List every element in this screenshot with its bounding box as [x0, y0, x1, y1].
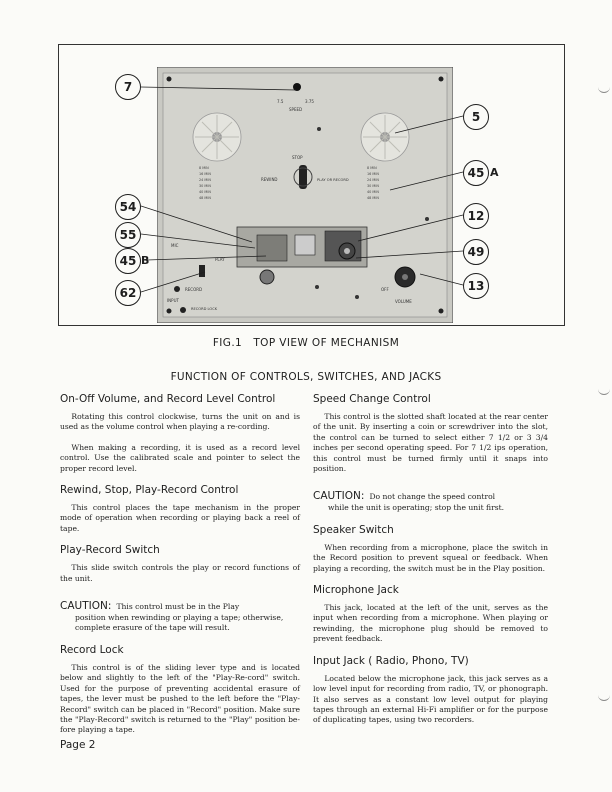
- callout-54: 54: [115, 194, 141, 220]
- callout-45a: 45: [463, 160, 489, 186]
- heading-mode-control: Rewind, Stop, Play-Record Control: [60, 484, 239, 497]
- heading-microphone-jack: Microphone Jack: [313, 584, 399, 597]
- heading-volume-control: On-Off Volume, and Record Level Control: [60, 393, 276, 405]
- record-lock-label: RECORD LOCK: [191, 307, 218, 311]
- caution-text: Do not change the speed control: [369, 492, 496, 502]
- speed-ips-high: 3.75: [305, 99, 314, 104]
- input-label: INPUT: [167, 298, 179, 303]
- speed-ips-low: 7.5: [277, 99, 284, 104]
- page-number: Page 2: [60, 739, 96, 751]
- right-column: [313, 393, 548, 736]
- callout-13: 13: [463, 273, 489, 299]
- play-record-label: PLAY OR RECORD: [317, 178, 349, 182]
- caution-label: CAUTION:: [313, 490, 365, 503]
- callout-12: 12: [463, 203, 489, 229]
- paragraph: This jack, located at the left of the unit, serves as the input when recording from a microphone. When playing or rewinding, the microphone plug should be removed to prevent feedback.: [313, 603, 548, 644]
- svg-text:30 MIN: 30 MIN: [199, 184, 211, 188]
- callout-5: 5: [463, 104, 489, 130]
- paragraph: Located below the microphone jack, this jack serves as a low level input for recording from radio, TV, or phonograph. It also serves as a constant low level output for playing tapes through an external Hi-Fi amplifier or for the purpose of duplicating tapes, using two recorders.: [313, 673, 548, 725]
- svg-text:16 MIN: 16 MIN: [199, 172, 211, 176]
- callout-49: 49: [463, 239, 489, 265]
- svg-text:24 MIN: 24 MIN: [367, 178, 379, 182]
- paragraph: This slide switch controls the play or record functions of the unit.: [60, 563, 300, 583]
- heading-play-record-switch: Play-Record Switch: [60, 544, 160, 557]
- svg-text:8 MIN: 8 MIN: [199, 166, 209, 170]
- paragraph: This control places the tape mechanism in the proper mode of operation when recording or playing back a reel of tape.: [60, 503, 300, 533]
- caution-text-cont: position when rewinding or playing a tape; otherwise, complete erasure of the tape will result.: [75, 613, 284, 633]
- callout-55: 55: [115, 222, 141, 248]
- paragraph: When making a recording, it is used as a record level control. Use the calibrated scale and pointer to select the proper record level.: [60, 442, 300, 473]
- section-title: FUNCTION OF CONTROLS, SWITCHES, AND JACKS: [170, 371, 442, 383]
- caution-text: This control must be in the Play: [116, 602, 240, 612]
- caution-note: [313, 484, 548, 513]
- record-label: RECORD: [185, 287, 203, 292]
- speed-label: SPEED: [289, 107, 303, 112]
- svg-text:8 MIN: 8 MIN: [367, 166, 377, 170]
- stop-label: STOP: [292, 155, 303, 160]
- svg-text:48 MIN: 48 MIN: [199, 196, 211, 200]
- heading-speaker-switch: Speaker Switch: [313, 523, 394, 536]
- callout-45b-suffix: B: [141, 254, 150, 267]
- callout-45b: 45: [115, 248, 141, 274]
- left-column: [60, 393, 300, 746]
- play-label: PLAY: [215, 257, 225, 262]
- paragraph: When recording from a microphone, place the switch in the Record position to prevent squeal or feedback. When playing a recording, the switch must be in the Play position.: [313, 542, 548, 573]
- heading-record-lock: Record Lock: [60, 643, 124, 656]
- paragraph: This control is of the sliding lever type and is located below and slightly to the left of the "Play-Re-cord" switch. Used for the purpose of preventing accidental erasure of tapes, the lever must be pushed to the left before the "Play-Record" switch can be placed in "Record" position. Make sure the "Play-Record" switch is returned to the "Play" position be-fore playing a tape.: [60, 662, 300, 735]
- volume-label: VOLUME: [395, 299, 412, 304]
- off-label: OFF: [381, 287, 389, 292]
- figure-caption: FIG.1 TOP VIEW OF MECHANISM: [212, 337, 400, 349]
- svg-text:16 MIN: 16 MIN: [367, 172, 379, 176]
- svg-text:48 MIN: 48 MIN: [367, 196, 379, 200]
- caution-note: [60, 594, 300, 634]
- caution-label: CAUTION:: [60, 600, 112, 613]
- svg-text:40 MIN: 40 MIN: [199, 190, 211, 194]
- caution-text-cont: while the unit is operating; stop the unit first.: [328, 503, 505, 513]
- paragraph: Rotating this control clockwise, turns the unit on and is used as the volume control when playing a re-cording.: [60, 412, 300, 432]
- mic-label: MIC: [171, 243, 179, 248]
- heading-speed-change: Speed Change Control: [313, 393, 431, 405]
- callout-62: 62: [115, 280, 141, 306]
- svg-text:30 MIN: 30 MIN: [367, 184, 379, 188]
- heading-input-jack: Input Jack ( Radio, Phono, TV): [313, 654, 469, 667]
- rewind-label: REWIND: [261, 177, 278, 182]
- callout-7: 7: [115, 74, 141, 100]
- svg-text:24 MIN: 24 MIN: [199, 178, 211, 182]
- paragraph: This control is the slotted shaft located at the rear center of the unit. By inserting a coin or screwdriver into the slot, the control can be turned to select either 7 1/2 or 3 3/4 inches per second operating speed. For 7 1/2 ips operation, this control must be turned firmly until it snaps into position.: [313, 412, 548, 474]
- svg-text:40 MIN: 40 MIN: [367, 190, 379, 194]
- callout-45a-suffix: A: [490, 166, 499, 179]
